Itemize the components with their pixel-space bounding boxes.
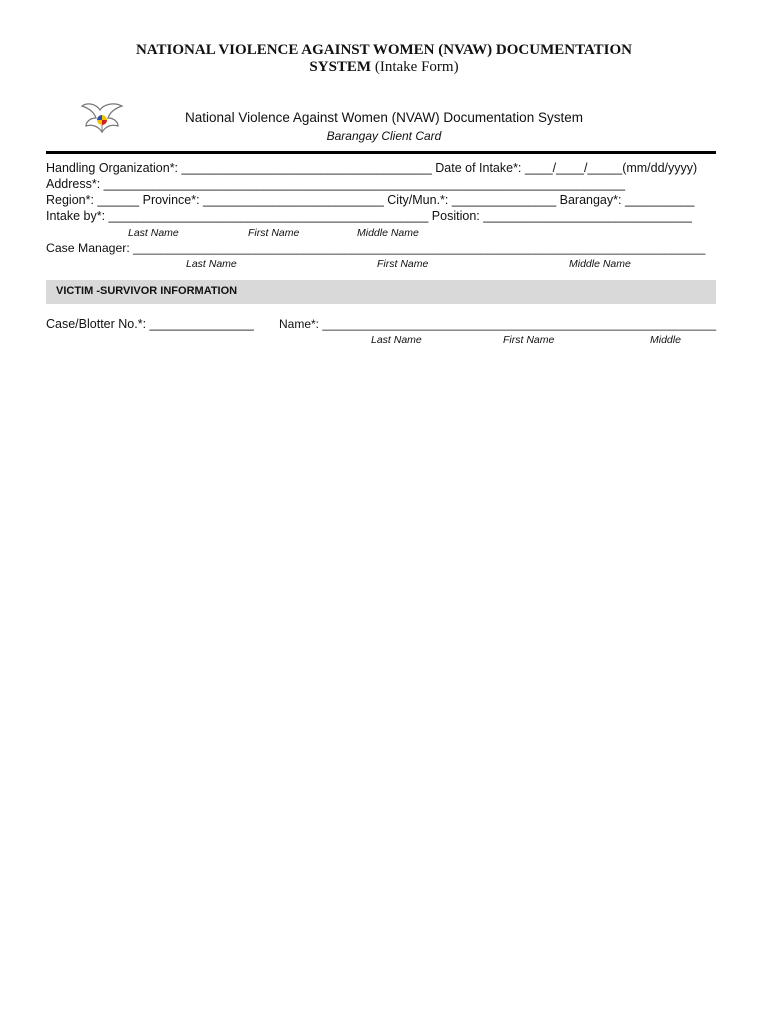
address-line[interactable]: Address*: ___________________________________________________________________________ [46, 177, 626, 191]
intake-hint-middle: Middle Name [357, 227, 419, 239]
victim-hint-middle: Middle [650, 334, 681, 346]
dove-logo-icon [78, 100, 126, 136]
card-name: Barangay Client Card [326, 129, 442, 143]
intake-hint-last: Last Name [128, 227, 179, 239]
intake-hint-first: First Name [248, 227, 300, 239]
intake-by-position-line[interactable]: Intake by*: ______________________________________________ Position: ______________________________ [46, 209, 692, 223]
case-manager-line[interactable]: Case Manager: ____________________________________________________________________________________ [46, 241, 706, 255]
case-blotter-line[interactable]: Case/Blotter No.*: _______________ [46, 317, 254, 331]
system-name: National Violence Against Women (NVAW) Documentation System [185, 110, 583, 125]
manager-hint-first: First Name [377, 258, 429, 270]
manager-hint-last: Last Name [186, 258, 237, 270]
form-title-line2-normal: (Intake Form) [371, 59, 459, 75]
form-title-line2-bold: SYSTEM [309, 59, 372, 75]
victim-section-header [46, 280, 716, 304]
header-divider [46, 151, 716, 154]
victim-hint-last: Last Name [371, 334, 422, 346]
victim-section-title: VICTIM -SURVIVOR INFORMATION [56, 285, 238, 297]
organization-date-line[interactable]: Handling Organization*: ____________________________________ Date of Intake*: ____/____/_____(mm/dd/yyyy) [46, 161, 698, 175]
victim-hint-first: First Name [503, 334, 555, 346]
form-title [0, 42, 768, 76]
victim-name-line[interactable]: Name*: ___________________________________________________________ [279, 317, 717, 331]
region-province-city-barangay-line[interactable]: Region*: ______ Province*: __________________________ City/Mun.*: _______________ Barangay*: __________ [46, 193, 695, 207]
manager-hint-middle: Middle Name [569, 258, 631, 270]
form-title-line1: NATIONAL VIOLENCE AGAINST WOMEN (NVAW) DOCUMENTATION [135, 42, 633, 58]
